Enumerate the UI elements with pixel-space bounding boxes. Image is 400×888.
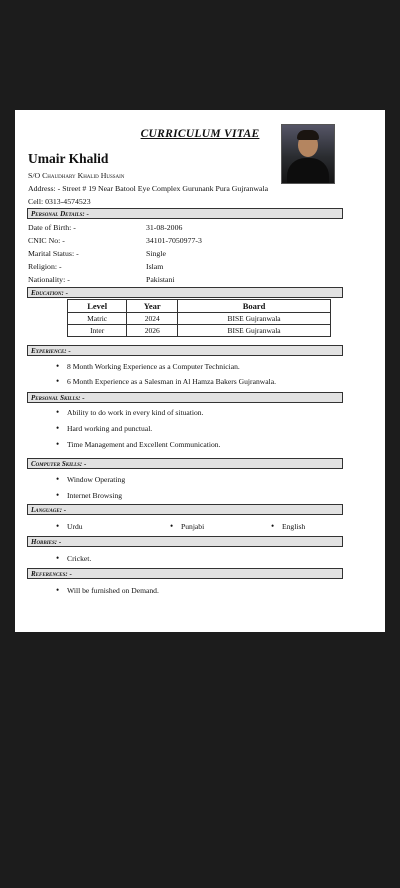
table-cell: 2024 [127,313,178,325]
table-cell: BISE Gujranwala [178,325,331,337]
column-header: Board [178,300,331,313]
language-heading: Language: - [27,504,343,515]
list-item: • Time Management and Excellent Communication. [67,440,220,449]
list-item: • 6 Month Experience as a Salesman in Al Hamza Bakers Gujranwala. [67,377,276,386]
table-cell: Inter [68,325,127,337]
dob-label: Date of Birth: - [28,223,76,232]
father-name: S/O Chaudhary Khalid Hussain [28,171,125,180]
cell-number: Cell: 0313-4574523 [28,197,91,206]
column-header: Year [127,300,178,313]
photo-body [287,158,329,184]
list-item: • Hard working and punctual. [67,424,152,433]
cv-page [15,110,385,632]
table-header-row [68,300,331,313]
table-row [68,325,331,337]
language-item: • Punjabi [181,522,204,531]
profile-photo [281,124,335,184]
person-name: Umair Khalid [28,151,109,166]
religion-label: Religion: - [28,262,62,271]
nationality-value: Pakistani [146,275,175,284]
education-heading: Education: - [27,287,343,298]
marital-label: Marital Status: - [28,249,79,258]
religion-value: Islam [146,262,164,271]
marital-value: Single [146,249,166,258]
nationality-label: Nationality: - [28,275,70,284]
education-table [67,299,331,337]
list-item: • Ability to do work in every kind of situation. [67,408,203,417]
list-item: • Cricket. [67,554,91,563]
table-cell: Matric [68,313,127,325]
language-item: • Urdu [67,522,83,531]
cv-title: CURRICULUM VITAE [140,128,260,140]
cnic-label: CNIC No: - [28,236,65,245]
computer-skills-heading: Computer Skills: - [27,458,343,469]
experience-heading: Experience: - [27,345,343,356]
references-heading: References: - [27,568,343,579]
address: Address: - Street # 19 Near Batool Eye Complex Gurunank Pura Gujranwala [28,184,269,193]
table-cell: BISE Gujranwala [178,313,331,325]
hobbies-heading: Hobbies: - [27,536,343,547]
list-item: • Window Operating [67,475,125,484]
table-cell: 2026 [127,325,178,337]
list-item: • Internet Browsing [67,491,122,500]
list-item: • 8 Month Working Experience as a Computer Technician. [67,362,240,371]
personal-skills-heading: Personal Skills: - [27,392,343,403]
cnic-value: 34101-7050977-3 [146,236,202,245]
photo-hair [297,130,319,140]
column-header: Level [68,300,127,313]
personal-details-heading: Personal Details: - [27,208,343,219]
dob-value: 31-08-2006 [146,223,183,232]
table-row [68,313,331,325]
language-item: • English [282,522,305,531]
list-item: • Will be furnished on Demand. [67,586,159,595]
